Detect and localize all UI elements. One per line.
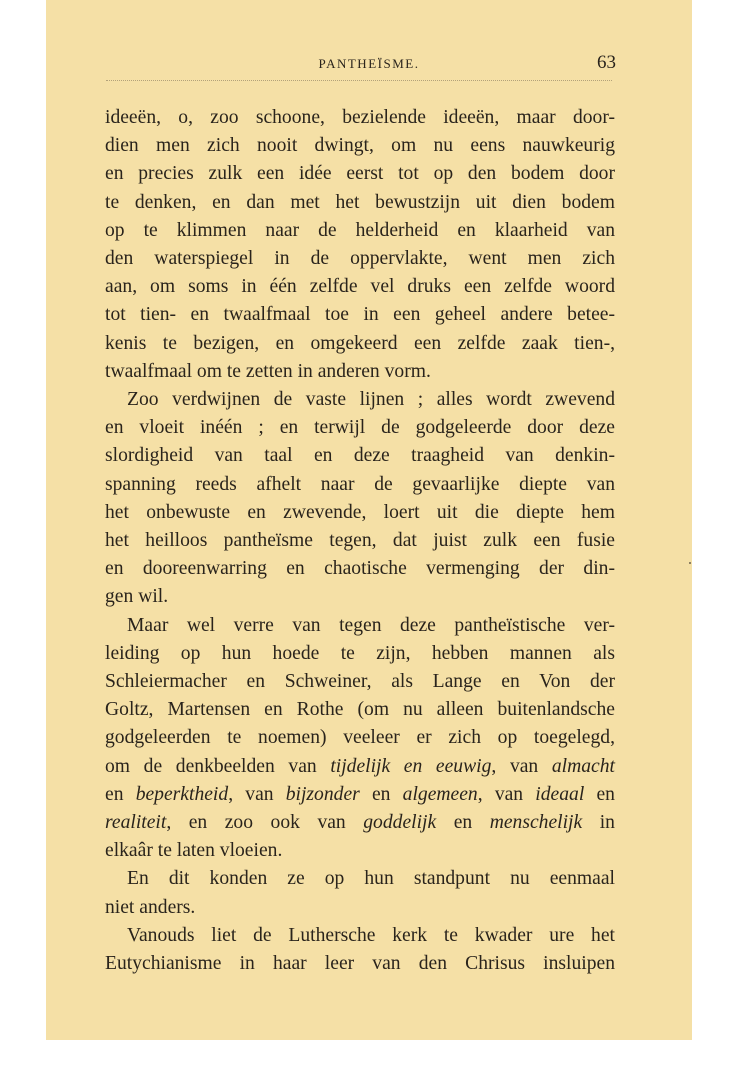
page-number: 63: [597, 52, 616, 73]
italic-term: bijzonder: [285, 783, 360, 805]
text-line: Goltz, Martensen en Rothe (om nu alleen buitenlandsche: [105, 699, 615, 721]
running-head: [46, 52, 692, 76]
text-line: Zoo verdwijnen de vaste lijnen ; alles wordt zwevend: [127, 389, 615, 411]
text-line: het heilloos pantheïsme tegen, dat juist zulk een fusie: [105, 530, 615, 552]
text-line: niet anders.: [105, 896, 196, 918]
text-run: , van: [491, 755, 539, 777]
text-line: [105, 781, 615, 809]
text-run: , van: [228, 783, 274, 805]
text-run: , en zoo ook van: [166, 812, 346, 834]
italic-term: goddelijk: [363, 812, 437, 834]
body-text: [105, 104, 615, 978]
text-line: Schleiermacher en Schweiner, als Lange en Von der: [105, 671, 615, 693]
text-line: kenis te bezigen, en omgekeerd een zelfde zaak tien-,: [105, 332, 615, 354]
text-line: en precies zulk een idée eerst tot op den bodem door: [105, 163, 615, 185]
italic-term: tijdelijk en eeuwig: [330, 755, 492, 777]
text-run: en: [371, 783, 391, 805]
text-line: godgeleerden te noemen) veeleer er zich op toegelegd,: [105, 727, 615, 749]
italic-term: menschelijk: [489, 812, 583, 834]
text-line: Eutychianisme in haar leer van den Chrisus insluipen: [105, 953, 615, 975]
text-line: den waterspiegel in de oppervlakte, went men zich: [105, 248, 615, 270]
text-line: tot tien- en twaalfmaal toe in een geheel andere betee-: [105, 304, 615, 326]
text-line: spanning reeds afhelt naar de gevaarlijke diepte van: [105, 473, 615, 495]
running-title: PANTHEÏSME.: [318, 56, 420, 71]
italic-term: ideaal: [535, 783, 585, 805]
print-speck: [689, 562, 691, 564]
italic-term: almacht: [551, 755, 615, 777]
text-line: En dit konden ze op hun standpunt nu eenmaal: [127, 868, 615, 890]
italic-term: beperktheid: [135, 783, 229, 805]
text-line: en vloeit inéén ; en terwijl de godgeleerde door deze: [105, 417, 615, 439]
text-line: ideeën, o, zoo schoone, bezielende ideeën, maar door-: [105, 107, 615, 128]
text-line: elkaâr te laten vloeien.: [105, 840, 283, 862]
text-line: slordigheid van taal en deze traagheid van denkin-: [105, 445, 615, 467]
text-line: Vanouds liet de Luthersche kerk te kwader ure het: [127, 924, 615, 946]
text-run: en: [105, 783, 124, 805]
text-line: twaalfmaal om te zetten in anderen vorm.: [105, 360, 431, 382]
text-run: in: [599, 812, 615, 834]
text-line: gen wil.: [105, 586, 169, 608]
text-line: dien men zich nooit dwingt, om nu eens nauwkeurig: [105, 135, 615, 157]
text-line: leiding op hun hoede te zijn, hebben mannen als: [105, 642, 615, 664]
header-rule: [106, 80, 612, 81]
text-run: om de denkbeelden van: [105, 755, 317, 777]
text-run: en: [453, 812, 473, 834]
text-line: aan, om soms in één zelfde vel druks een zelfde woord: [105, 276, 615, 298]
text-line: Maar wel verre van tegen deze pantheïstische ver-: [127, 614, 615, 636]
text-run: en: [596, 783, 615, 805]
book-page: [46, 0, 692, 1040]
text-line: het onbewuste en zwevende, loert uit die diepte hem: [105, 501, 615, 523]
text-line: te denken, en dan met het bewustzijn uit dien bodem: [105, 191, 615, 213]
text-run: , van: [477, 783, 524, 805]
text-line: [105, 809, 615, 837]
italic-term: algemeen: [402, 783, 478, 805]
italic-term: realiteit: [105, 812, 167, 834]
text-line: [105, 753, 615, 781]
text-line: op te klimmen naar de helderheid en klaarheid van: [105, 219, 615, 241]
text-line: en dooreenwarring en chaotische vermenging der din-: [105, 558, 615, 580]
